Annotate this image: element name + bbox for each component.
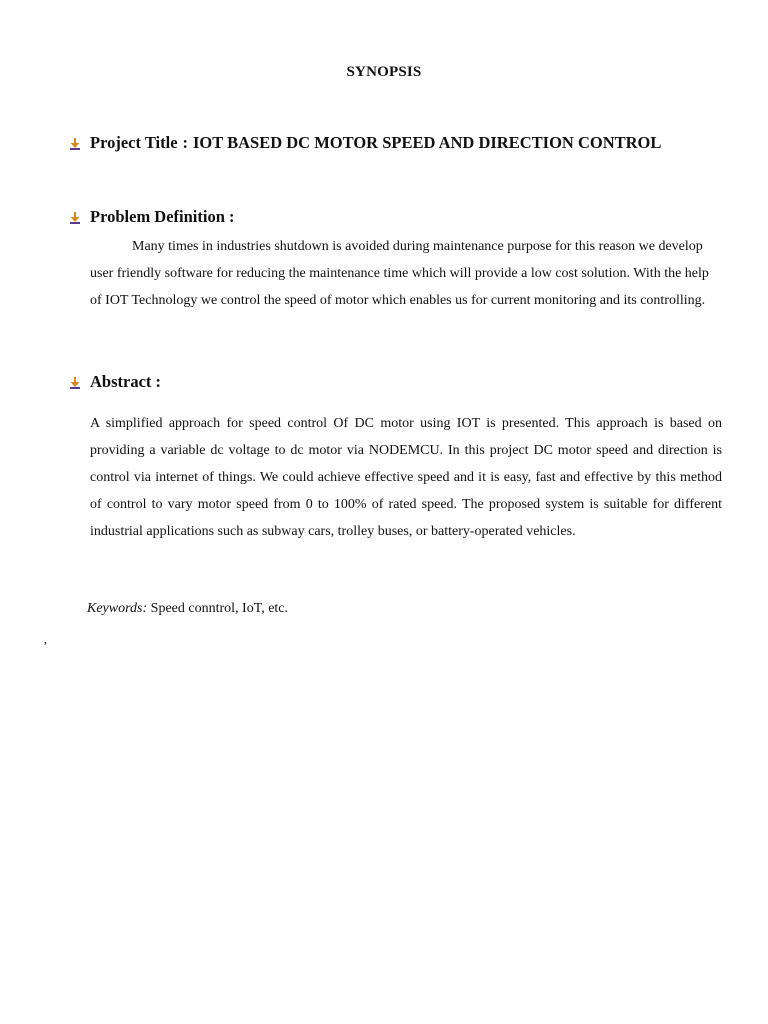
- problem-definition-label: Problem Definition :: [90, 207, 235, 226]
- arrow-down-bullet-icon: [68, 210, 82, 224]
- keywords-line: [87, 601, 288, 617]
- project-title-heading: [68, 133, 661, 153]
- problem-definition-text: [90, 233, 722, 314]
- keywords-label: Keywords:: [87, 601, 148, 616]
- keywords-value: Speed conntrol, IoT, etc.: [150, 601, 289, 616]
- project-title-separator: :: [182, 133, 189, 152]
- document-title: SYNOPSIS: [346, 64, 422, 80]
- problem-definition-body: Many times in industries shutdown is avoided during maintenance purpose for this reason we develop user friendly software for reducing the maintenance time which will provide a low cost solution. With the help of IOT Technology we control the speed of motor which enables us for current monitoring and its controlling.: [90, 239, 709, 308]
- abstract-text: A simplified approach for speed control Of DC motor using IOT is presented. This approach is based on providing a variable dc voltage to dc motor via NODEMCU. In this project DC motor speed and direction is control via internet of things. We could achieve effective speed and it is easy, fast and effective by this method of control to vary motor speed from 0 to 100% of rated speed. The proposed system is suitable for different industrial applications such as subway cars, trolley buses, or battery-operated vehicles.: [90, 416, 722, 539]
- abstract-heading: [68, 372, 161, 392]
- abstract-label: Abstract :: [90, 372, 162, 391]
- project-title-label: Project Title: [90, 133, 178, 152]
- project-title-value: IOT BASED DC MOTOR SPEED AND DIRECTION CONTROL: [193, 133, 662, 152]
- arrow-down-bullet-icon: [68, 375, 82, 389]
- problem-definition-heading: [68, 207, 235, 227]
- arrow-down-bullet-icon: [68, 136, 82, 150]
- stray-comma-mark: ,: [44, 632, 47, 646]
